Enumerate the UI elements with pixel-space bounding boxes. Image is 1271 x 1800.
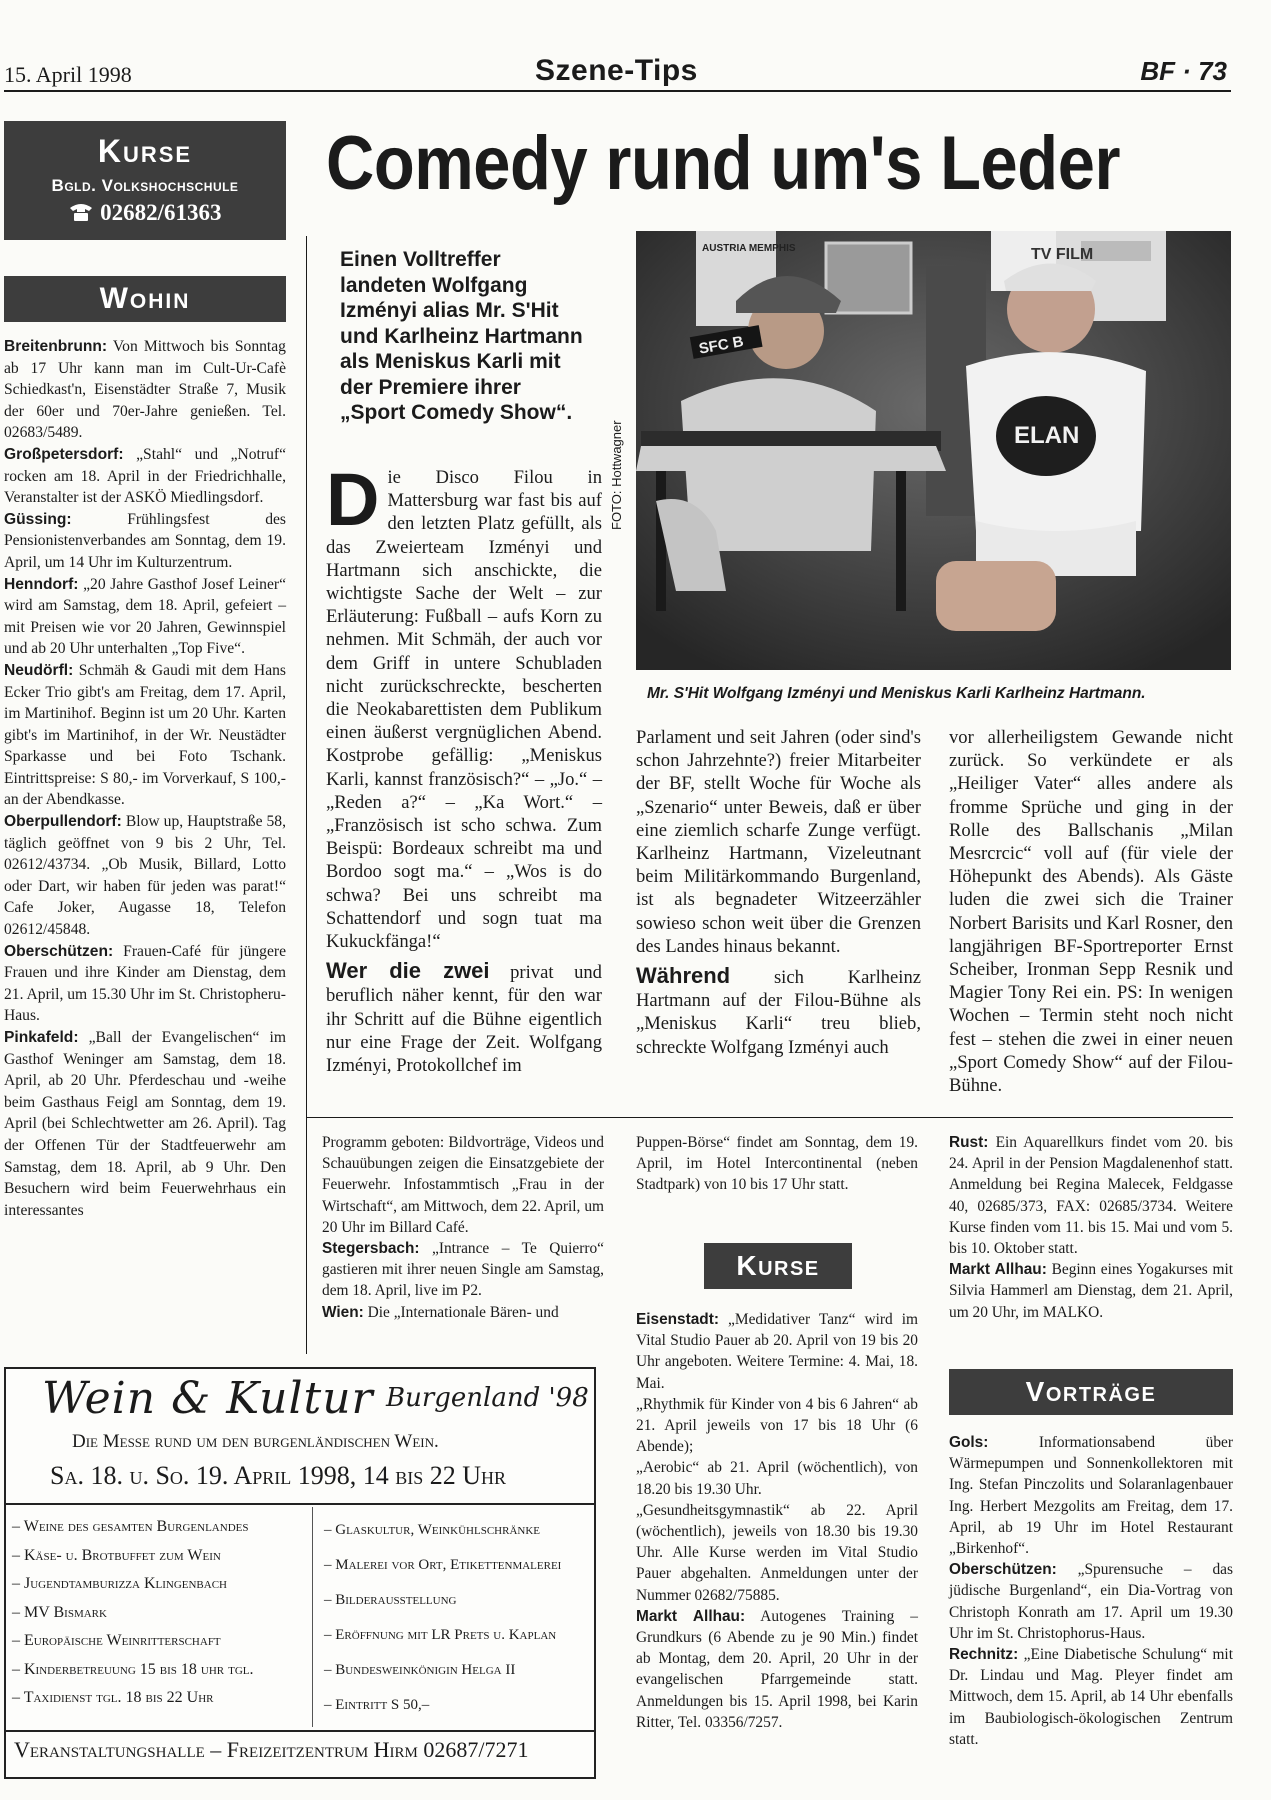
listing: Neudörfl: Schmäh & Gaudi mit dem Hans Ecker Trio gibt's am Freitag, dem 17. April, im Martinihof. Beginn ist um 20 Uhr. Karten gibt's im Martinihof, in der Wr. Neustädter Sparkasse und bei Foto Tschank. Eintrittspreise: S 80,- im Vorverkauf, S 100,- an der Abendkasse.	[4, 661, 286, 809]
wein-kultur-ad	[4, 1367, 596, 1779]
article-text: ie Disco Filou in Mattersburg war fast bis auf den letzten Platz gefüllt, als das Zweierteam Izményi und Hartmann sich anschickte, die wichtigste Sache der Welt – zur Erläuterung: Fußball – aufs Korn zu nehmen. Mit Schmäh, der auch vor dem Griff in untere Schubladen nicht zurückschreckte, bescherten die Neokabarettisten dem Publikum einen äußerst vergnüglichen Abend. Kostprobe gefällig: „Meniskus Karli, kannst französisch?“ – „Jo.“ – „Reden a?“ – „Ka Wort.“ – „Französisch ist scho schwa. Zum Beispü: Bordeaux schreibt ma und Bordoo sogt ma.“ – „Wos is do schwa? Bei uns schreibt ma Schattendorf und sogn tuat ma Kukuckfänga!“	[326, 467, 602, 953]
listing: Henndorf: „20 Jahre Gasthof Josef Leiner“ wird am Samstag, dem 18. April, gefeiert – mit Preisen wie vor 20 Jahren, Gewinnspiel und ab 20 Uhr unterhalten „Top Five“.	[4, 575, 286, 658]
issue-date: 15. April 1998	[4, 62, 132, 87]
photo-caption: Mr. S'Hit Wolfgang Izményi und Meniskus Karli Karlheinz Hartmann.	[647, 685, 1146, 702]
ad-footer: Veranstaltungshalle – Freizeitzentrum Hirm 02687/7271	[14, 1737, 529, 1762]
column-divider	[306, 236, 307, 1354]
listing: Markt Allhau: Autogenes Training – Grundkurs (6 Abende zu je 90 Min.) findet ab Montag, dem 20. April, 20 Uhr in der evangelischen Pfarrgemeinde statt. Anmeldungen bis 15. April 1998, bei Karin Ritter, Tel. 03356/7257.	[636, 1607, 918, 1731]
article-text: Parlament und seit Jahren (oder sind's schon Jahrzehnte?) freier Mitarbeiter der BF, stellt Woche für Woche als „Szenario“ unter Beweis, daß er über eine ziemlich scharfe Zunge verfügt. Karlheinz Hartmann, Vizeleutnant beim Militärkommando Burgenland, ist als begnadeter Witzeerzähler sowieso schon weit über die Grenzen des Landes hinaus bekannt.	[636, 727, 921, 957]
article-lead: Einen Volltreffer landeten Wolfgang Izményi alias Mr. S'Hit und Karlheinz Hartmann als Meniskus Karli mit der Premiere ihrer „Sport Comedy Show“.	[340, 248, 583, 424]
kurse-listings-2	[949, 1132, 1233, 1323]
ad-rule-bottom	[6, 1730, 594, 1732]
photo-banner-text: TV FILM	[1031, 246, 1094, 263]
ad-subtitle: Die Messe rund um den burgenländischen Wein.	[72, 1431, 439, 1452]
header-rule	[4, 90, 1231, 92]
wohin-header	[4, 276, 286, 322]
article-paragraph: Wer die zwei privat und beruflich näher kennt, für den war ihr Schritt auf die Bühne eigentlich nur eine Frage der Zeit. Wolfgang Izményi, Protokollchef im	[326, 958, 602, 1077]
listing: Eisenstadt: „Medidativer Tanz“ wird im Vital Studio Pauer ab 20. April von 19 bis 20 Uhr angeboten. Weitere Termine: 4. Mai, 18. Mai.	[636, 1311, 918, 1392]
listing: Rechnitz: „Eine Diabetische Schulung“ mit Dr. Lindau und Mag. Pleyer findet am Mittwoch, dem 15. April, ab 14 Uhr ebenfalls im Baubiologisch-ökologischen Zentrum statt.	[949, 1646, 1233, 1748]
ad-right-list: – Glaskultur, Weinkühlschränke – Malerei vor Ort, Etikettenmalerei – Bilderausstellung – Eröffnung mit LR Prets u. Kaplan – Bundesweinkönigin Helga II – Eintritt S 50,–	[324, 1522, 562, 1713]
drop-cap: D	[326, 458, 380, 541]
listing: „Aerobic“ ab 21. April (wöchentlich), von 18.20 bis 19.30 Uhr.	[636, 1459, 918, 1498]
kurse-header: Kurse	[704, 1243, 852, 1289]
listing: Güssing: Frühlingsfest des Pensionistenverbandes am Sonntag, dem 19. April, um 14 Uhr im Kulturzentrum.	[4, 510, 286, 571]
article-column-3	[949, 726, 1233, 1097]
page-number: BF · 73	[1140, 56, 1227, 86]
ad-region: Burgenland '98	[386, 1383, 589, 1413]
article-column-2	[636, 726, 921, 1059]
wohin-title: Wohin	[99, 282, 191, 315]
vortraege-listings	[949, 1432, 1233, 1750]
photo-shirt-logo: ELAN	[1014, 422, 1080, 449]
article-text: vor allerheiligstem Gewande nicht zurück. So verkündete er als „Heiliger Vater“ alles andere als fromme Sprüche und ging in der Rolle des Ballschanis „Milan Mesrcrcic“ voll auf (für viele der Höhepunkt des Abends). Als Gäste luden die zwei sich die Trainer Norbert Barisits und Karl Rosner, den langjährigen BF-Sportreporter Ernst Scheiber, Ironman Sepp Resnik und Magier Tony Rei ein. PS: In wenigen Wochen – Termin steht noch nicht fest – stehen die zwei in einer neuen „Sport Comedy Show“ auf der Filou-Bühne.	[949, 727, 1233, 1097]
listing: Rust: Ein Aquarellkurs findet vom 20. bis 24. April in der Pension Magdalenenhof statt. Anmeldung bei Regina Malecek, Feldgasse 40, 02685/373, FAX: 02685/3734. Weitere Kurse finden vom 11. bis 15. Mai und vom 5. bis 10. Oktober statt.	[949, 1134, 1233, 1258]
listing: Oberschützen: „Spurensuche – das jüdische Burgenland“, ein Dia-Vortrag von Christoph Konrath am 17. April um 19.30 Uhr im St. Christophorus-Haus.	[949, 1561, 1233, 1642]
kurse-box-phone: 02682/61363	[100, 200, 222, 225]
photo-credit: FOTO: Hottwagner	[609, 420, 624, 530]
listing: Pinkafeld: „Ball der Evangelischen“ im Gasthof Weninger am Samstag, dem 18. April, ab 20 Uhr. Pferdeschau und -weihe beim Gasthaus Feigl am Sonntag, dem 19. April (bei Schlechtwetter am 26. April). Tag der Offenen Tür der Stadtfeuerwehr am Samstag, dem 18. April, ab 9 Uhr. Den Besuchern wird beim Feuerwehrhaus ein interessantes	[4, 1029, 287, 1219]
listing: Breitenbrunn: Von Mittwoch bis Sonntag ab 17 Uhr kann man im Cult-Ur-Cafè Schiedkast'n, Eisenstädter Straße 7, Musik der 60er und 70er-Jahre genießen. Tel. 02683/5489.	[4, 338, 286, 442]
listing: Markt Allhau: Beginn eines Yogakurses mit Silvia Hammerl am Dienstag, dem 21. April, um 20 Uhr, im MALKO.	[949, 1261, 1234, 1321]
article-column-1	[326, 458, 602, 1077]
article-paragraph: Während sich Karlheinz Hartmann auf der Filou-Bühne als „Meniskus Karli“ treu blieb, schreckte Wolfgang Izményi auch	[636, 963, 921, 1058]
listing: Großpetersdorf: „Stahl“ und „Notruf“ rocken am 18. April in der Friedrichhalle, Veranstalter ist der ASKÖ Miedlingsdorf.	[4, 445, 286, 507]
kurse-entries	[636, 1309, 918, 1733]
comedians-photo	[636, 231, 1231, 670]
ad-title: Wein & Kultur	[42, 1373, 374, 1424]
listing: Wien: Die „Internationale Bären- und	[322, 1303, 559, 1321]
kurse-listings: Puppen-Börse“ findet am Sonntag, dem 19. April, im Hotel Intercontinental (neben Stadtpark) von 10 bis 17 Uhr statt.	[636, 1134, 918, 1194]
listing: „Gesundheitsgymnastik“ ab 22. April (wöchentlich), jeweils von 18.30 bis 19.30 Uhr. Alle Kurse werden im Vital Studio Pauer abgehalten. Anmeldungen unter der Nummer 02682/75885.	[636, 1501, 918, 1604]
listing: Oberschützen: Frauen-Café für jüngere Frauen und ihre Kinder am Dienstag, dem 21. April, um 15.30 Uhr im St. Christopheru-Haus.	[4, 942, 286, 1025]
wohin-continued: Programm geboten: Bildvorträge, Videos und Schauübungen zeigen die Einsatzgebiete der Feuerwehr. Infostammtisch „Frau in der Wirtschaft“, am Mittwoch, dem 22. April, um 20 Uhr im Billard Café. Stegersbach: „Intrance – Te Quierro“ gastieren mit ihrer neuen Single am Samstag, dem 18. April, live im P2. Wien: Die „Internationale Bären- und	[322, 1132, 604, 1323]
kurse-box-subtitle: Bgld. Volkshochschule	[51, 176, 239, 195]
listing: „Rhythmik für Kinder von 4 bis 6 Jahren“ ab 21. April jeweils von 17 bis 18 Uhr (6 Abende);	[636, 1395, 918, 1456]
kurse-info-box	[4, 121, 286, 240]
ad-divider	[312, 1507, 313, 1727]
vortraege-header: Vorträge	[949, 1369, 1233, 1415]
section-title: Szene-Tips	[535, 54, 698, 87]
ad-dates: Sa. 18. u. So. 19. April 1998, 14 bis 22 Uhr	[50, 1461, 507, 1490]
article-headline: Comedy rund um's Leder	[326, 121, 1121, 206]
wohin-listings	[4, 336, 286, 1221]
listing: Oberpullendorf: Blow up, Hauptstraße 58, täglich geöffnet von 9 bis 2 Uhr, Tel. 02612/43734. „Ob Musik, Billard, Lotto oder Dart, wir haben für jeden was parat!“ Cafe Joker, Augasse 18, Telefon 02612/45848.	[4, 813, 286, 939]
ad-rule	[6, 1503, 594, 1505]
listing: Gols: Informationsabend über Wärmepumpen und Sonnenkollektoren mit Ing. Stefan Pinczolits und Solaranlagenbauer Ing. Herbert Mezgolits am Freitag, dem 17. April, ab 19 Uhr im Hotel Restaurant „Birkenhof“.	[949, 1434, 1233, 1558]
telephone-icon	[68, 202, 94, 228]
ad-left-list: – Weine des gesamten Burgenlandes – Käse- u. Brotbuffet zum Wein – Jugendtamburizza Klingenbach – MV Bismark – Europäische Weinritterschaft – Kinderbetreuung 15 bis 18 uhr tgl. – Taxidienst tgl. 18 bis 22 Uhr	[12, 1518, 254, 1706]
listing: Stegersbach: „Intrance – Te Quierro“ gastieren mit ihrer neuen Single am Samstag, dem 18. April, live im P2.	[322, 1240, 604, 1300]
kurse-box-title: Kurse	[97, 133, 193, 169]
article-bottom-rule	[307, 1117, 1233, 1118]
photo-cap-text: SFC B	[697, 333, 745, 358]
photo-pennant-text: AUSTRIA MEMPHIS	[702, 243, 796, 254]
article-photo	[636, 231, 1231, 670]
kurse-box-phone-line	[4, 200, 286, 228]
